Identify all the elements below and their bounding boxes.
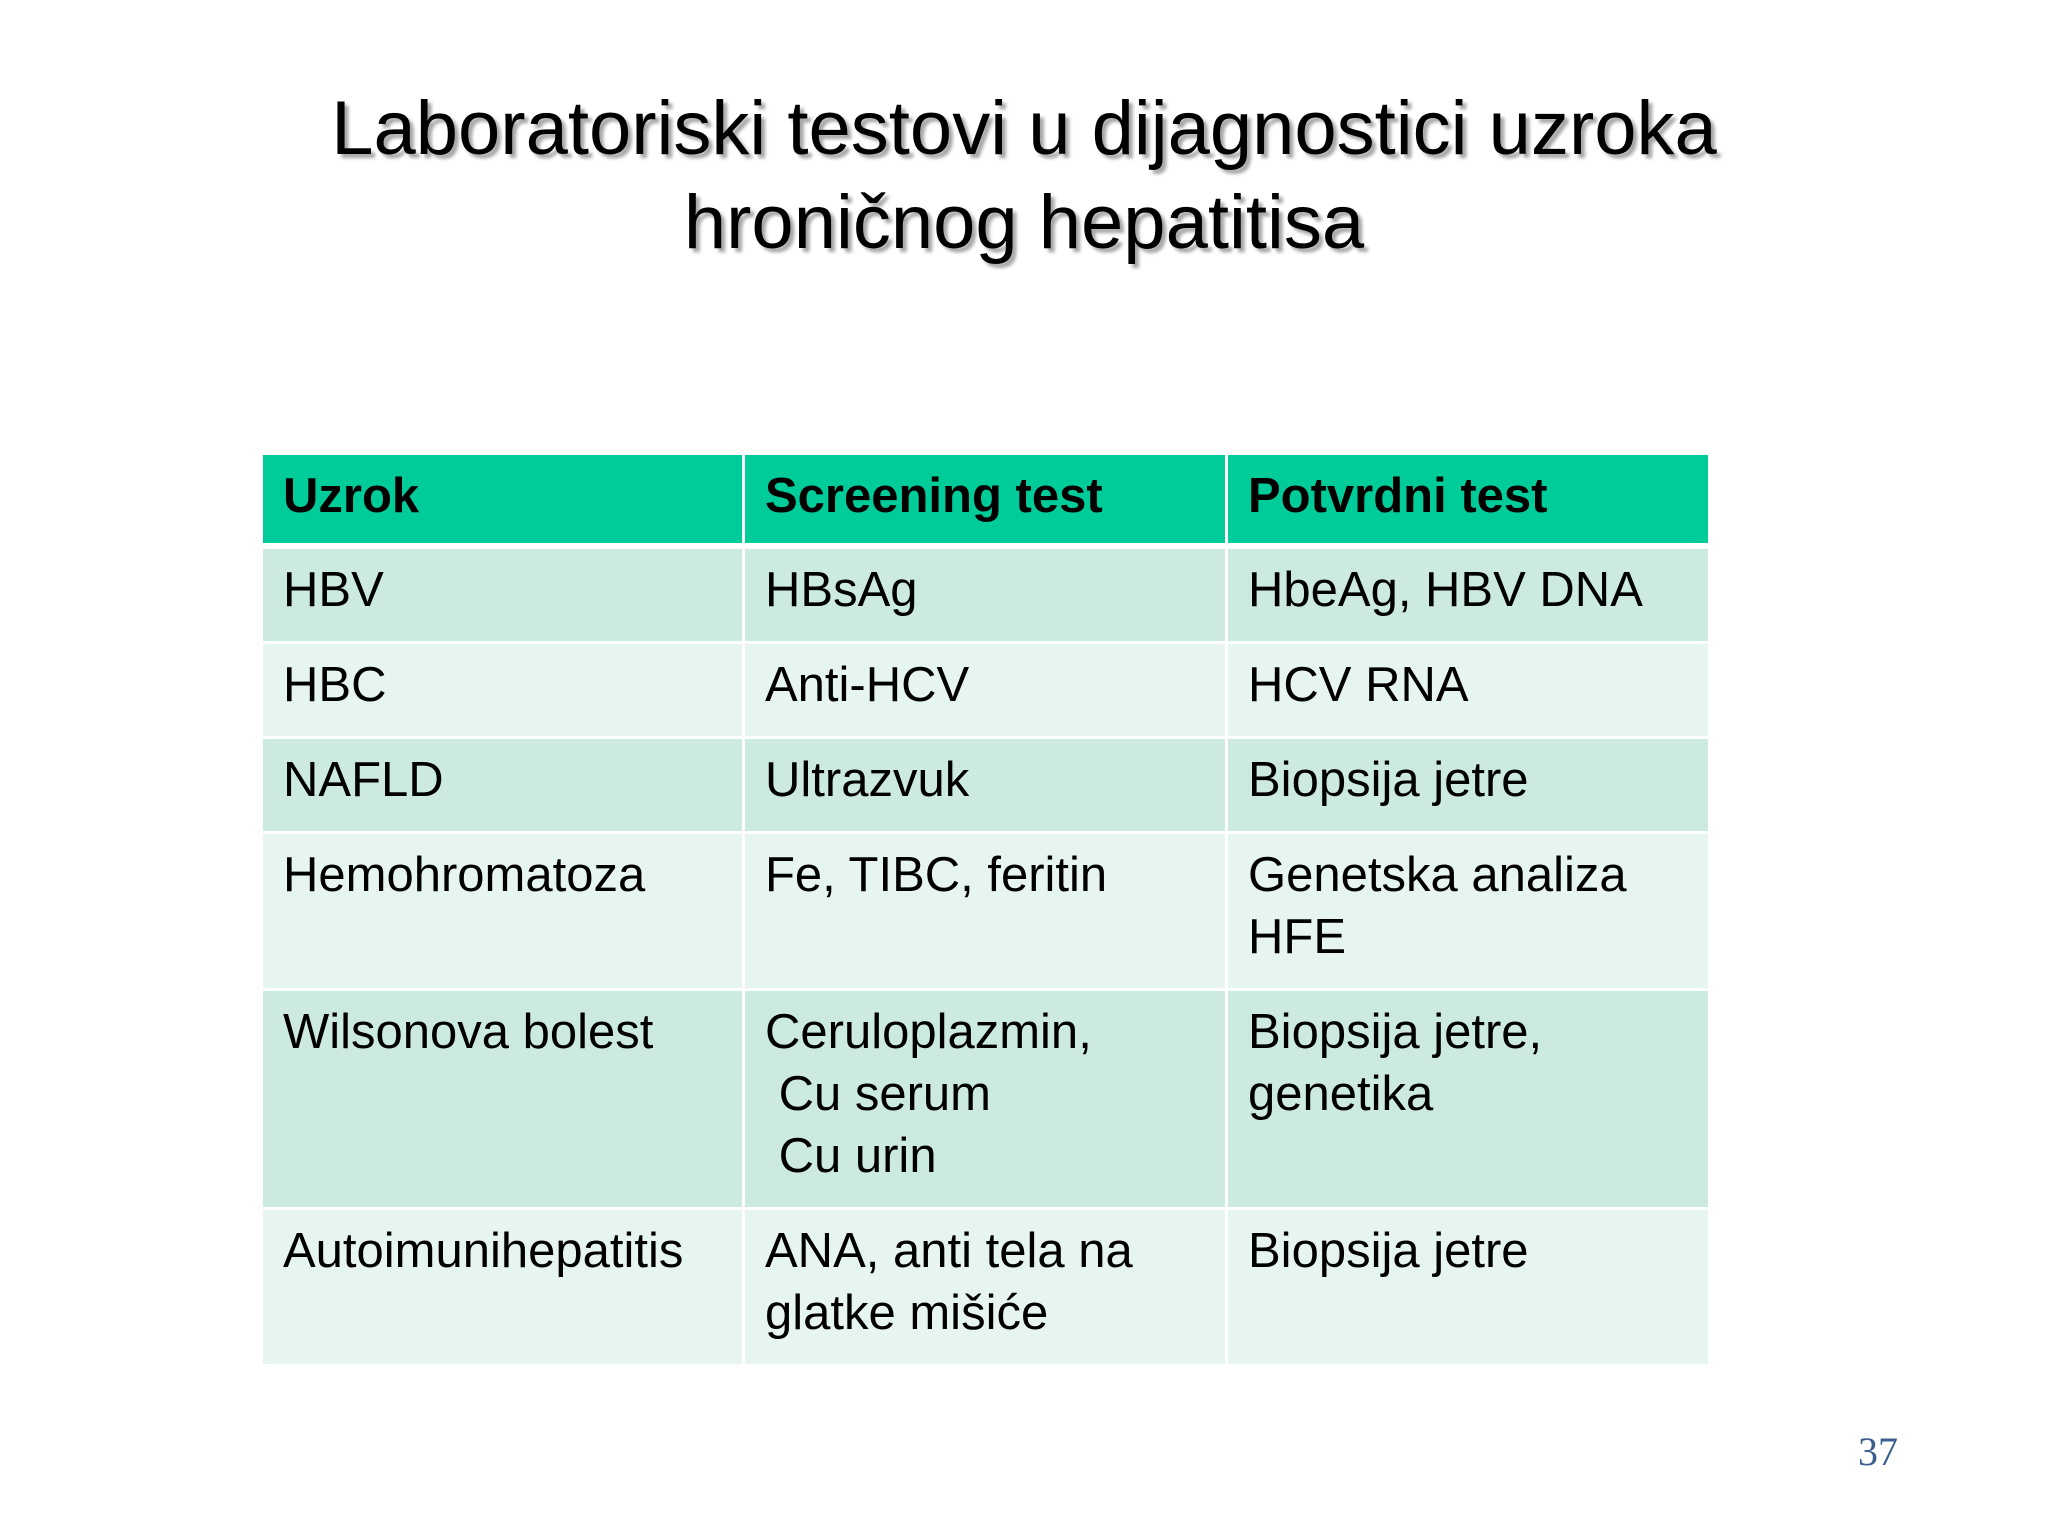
header-cause: Uzrok <box>262 454 744 547</box>
cause-cell <box>262 546 744 643</box>
cell-text: HCV RNA <box>1248 658 1469 712</box>
cell-text: genetika <box>1248 1067 1434 1121</box>
cell-text: Anti-HCV <box>765 658 970 712</box>
table-row <box>262 990 1710 1209</box>
cell-text: Hemohromatoza <box>283 848 646 902</box>
slide-title <box>0 82 2048 270</box>
cell-text: Cu serum <box>765 1067 992 1121</box>
table-row <box>262 1209 1710 1366</box>
cell-text: HBsAg <box>765 563 918 617</box>
cause-cell <box>262 833 744 990</box>
cell-text: Ultrazvuk <box>765 753 970 807</box>
confirmatory-test-cell <box>1227 833 1710 990</box>
screening-test-cell <box>744 738 1227 833</box>
diagnostic-tests-table <box>260 452 1711 1367</box>
confirmatory-test-cell <box>1227 1209 1710 1366</box>
confirmatory-test-cell <box>1227 546 1710 643</box>
confirmatory-test-cell <box>1227 990 1710 1209</box>
screening-test-cell <box>744 546 1227 643</box>
cell-text: HbeAg, HBV DNA <box>1248 563 1643 617</box>
cell-text: Wilsonova bolest <box>283 1005 654 1059</box>
confirmatory-test-cell <box>1227 738 1710 833</box>
cause-cell <box>262 1209 744 1366</box>
page-number: 37 <box>1858 1429 1898 1474</box>
screening-test-cell <box>744 1209 1227 1366</box>
table-row <box>262 738 1710 833</box>
cell-text: HBC <box>283 658 387 712</box>
cause-cell <box>262 643 744 738</box>
cell-text: ANA, anti tela na <box>765 1224 1133 1278</box>
screening-test-cell <box>744 643 1227 738</box>
header-screening-test: Screening test <box>744 454 1227 547</box>
slide-title-line-2: hroničnog hepatitisa <box>683 180 1365 265</box>
table-row <box>262 833 1710 990</box>
cell-text: Biopsija jetre, <box>1248 1005 1543 1059</box>
cell-text: Biopsija jetre <box>1248 753 1529 807</box>
cell-text: Fe, TIBC, feritin <box>765 848 1108 902</box>
cell-text: HBV <box>283 563 384 617</box>
cell-text: Biopsija jetre <box>1248 1224 1529 1278</box>
cell-text: NAFLD <box>283 753 444 807</box>
table-body <box>262 546 1710 1366</box>
cell-text: Cu urin <box>765 1129 937 1183</box>
confirmatory-test-cell <box>1227 643 1710 738</box>
cell-text: HFE <box>1248 910 1346 964</box>
table-row <box>262 643 1710 738</box>
cell-text: glatke mišiće <box>765 1286 1049 1340</box>
cell-text: Ceruloplazmin, <box>765 1005 1092 1059</box>
screening-test-cell <box>744 990 1227 1209</box>
screening-test-cell <box>744 833 1227 990</box>
slide-title-line-1: Laboratoriski testovi u dijagnostici uzroka <box>331 86 1717 171</box>
cause-cell <box>262 738 744 833</box>
header-confirmatory-test: Potvrdni test <box>1227 454 1710 547</box>
cell-text: Genetska analiza <box>1248 848 1627 902</box>
table-header-row <box>262 454 1710 547</box>
table-row <box>262 546 1710 643</box>
cause-cell <box>262 990 744 1209</box>
cell-text: Autoimunihepatitis <box>283 1224 684 1278</box>
